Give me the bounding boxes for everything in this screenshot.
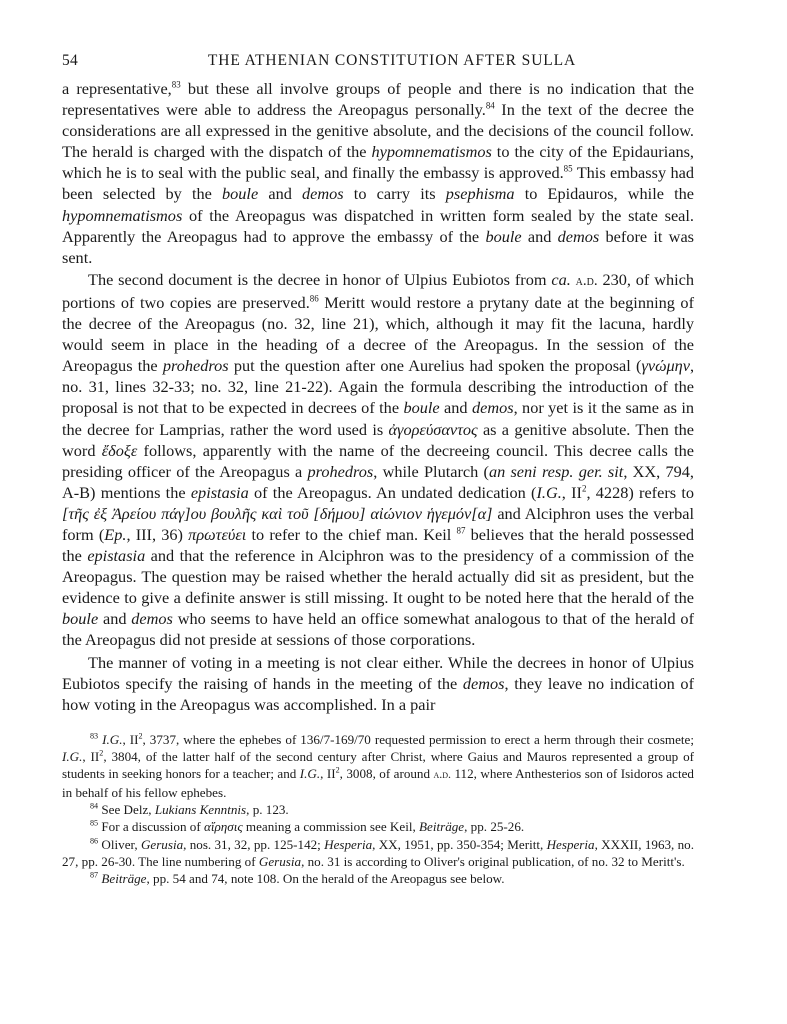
greek-text: ἔδοξε [101, 440, 138, 460]
footnote-83: $^{83}$ I.G., $II^2$, 3737, where the ephebes of 136/7-169/70 requested permission to erect a herm through their cosmete; I.G., $II^2$, 3804, of the latter half of the second century after Christ, where Gaius and Mauros represented a group of students in seeking honors for a teacher; and I.G., $II^2$, 3008, of around a.d. 112, where Anthesterios son of Isidoros acted in behalf of his fellow ephebes. [62, 731, 695, 800]
page-number: 54 [62, 52, 79, 69]
paragraph-1: a representative,$^{83}$ but these all involve groups of people and there is no indication that the representatives were able to address the Areopagus personally.$^{84}$ In the text of the decree the considerations are all expressed in the genitive absolute, and the decisions of the council follow. The herald is charged with the dispatch of the hypomnematismos to the city of the Epidaurians, which he is to seal with the public seal, and finally the embassy is approved.$^{85}$ This embassy had been selected by the boule and demos to carry its psephisma to Epidauros, while the hypomnematismos of the Areopagus was dispatched in written form sealed by the state seal. Apparently the Areopagus had to approve the embassy of the boule and demos before it was sent. [62, 79, 695, 267]
footnote-ref-83[interactable]: 83 [171, 79, 181, 90]
greek-text: [τῆς ἐξ Ἀρείου πάγ]ου βουλῆς καὶ τοῦ [δήμου] αἰώνιον ἡγεμόν[α] [62, 503, 493, 523]
greek-text: αἵρησις [203, 819, 243, 835]
running-title: THE ATHENIAN CONSTITUTION AFTER SULLA [207, 52, 577, 69]
footnotes [62, 731, 694, 888]
greek-text: γνώμην [641, 356, 690, 376]
footnote-85: $^{85}$ For a discussion of αἵρησις meaning a commission see Keil, Beiträge, pp. 25-26. [90, 818, 525, 835]
paragraph-3: The manner of voting in a meeting is not clear either. While the decrees in honor of Ulpius Eubiotos specify the raising of hands in the meeting of the demos, they leave no indication of how voting in the Areopagus was accomplished. In a pair [62, 652, 694, 714]
greek-text: ἀγορεύσαντος [388, 419, 478, 439]
page [62, 52, 694, 887]
footnote-87: $^{87}$ Beiträge, pp. 54 and 74, note 108. On the herald of the Areopagus see below. [90, 870, 505, 887]
footnote-ref-85[interactable]: 85 [563, 163, 573, 174]
body-text [62, 78, 694, 715]
greek-text: πρωτεύει [188, 524, 247, 544]
paragraph-2: The second document is the decree in honor of Ulpius Eubiotos from ca. a.d. 230, of which portions of two copies are preserved.$^{86}$ Meritt would restore a prytany date at the beginning of the decree of the Areopagus (no. 32, line 21), which, although it may fit the lacuna, hardly would seem in place in the heading of a decree of the Areopagus. In the session of the Areopagus the prohedros put the question after one Aurelius had spoken the proposal (γνώμην, no. 31, lines 32-33; no. 32, line 21-22). Again the formula describing the introduction of the proposal is not that to be expected in decrees of the boule and demos, nor yet is it the same as in the decree for Lamprias, rather the word used is ἀγορεύσαντος as a genitive absolute. Then the word ἔδοξε follows, apparently with the name of the decreeing council. This decree calls the presiding officer of the Areopagus a prohedros, while Plutarch (an seni resp. ger. sit, XX, 794, A-B) mentions the epistasia of the Areopagus. An undated dedication (I.G., $II^2$, 4228) refers to [τῆς ἐξ Ἀρείου πάγ]ου βουλῆς καὶ τοῦ [δήμου] αἰώνιον ἡγεμόν[α] and Alciphron uses the verbal form (Ep., III, 36) πρωτεύει to refer to the chief man. Keil $^{87}$ believes that the herald possessed the epistasia and that the reference in Alciphron was to the presidency of a commission of the Areopagus. The question may be raised whether the herald actually did sit as president, but the evidence to give a definite answer is still missing. It ought to be noted here that the herald of the boule and demos who seems to have held an office somewhat analogous to that of the herald of the Areopagus did not preside at sessions of those corporations. [62, 269, 695, 650]
footnote-ref-86[interactable]: 86 [309, 293, 319, 304]
page-header [62, 52, 694, 78]
footnote-84: $^{84}$ See Delz, Lukians Kenntnis, p. 123. [90, 801, 289, 817]
footnote-86: $^{86}$ Oliver, Gerusia, nos. 31, 32, pp. 125-142; Hesperia, XX, 1951, pp. 350-354; Meritt, Hesperia, XXXII, 1963, no. 27, pp. 26-30. The line numbering of Gerusia, no. 31 is according to Oliver's original publication, of no. 32 to Meritt's. [62, 836, 694, 869]
footnote-ref-84[interactable]: 84 [485, 100, 495, 111]
footnote-ref-87[interactable]: 87 [456, 525, 466, 536]
